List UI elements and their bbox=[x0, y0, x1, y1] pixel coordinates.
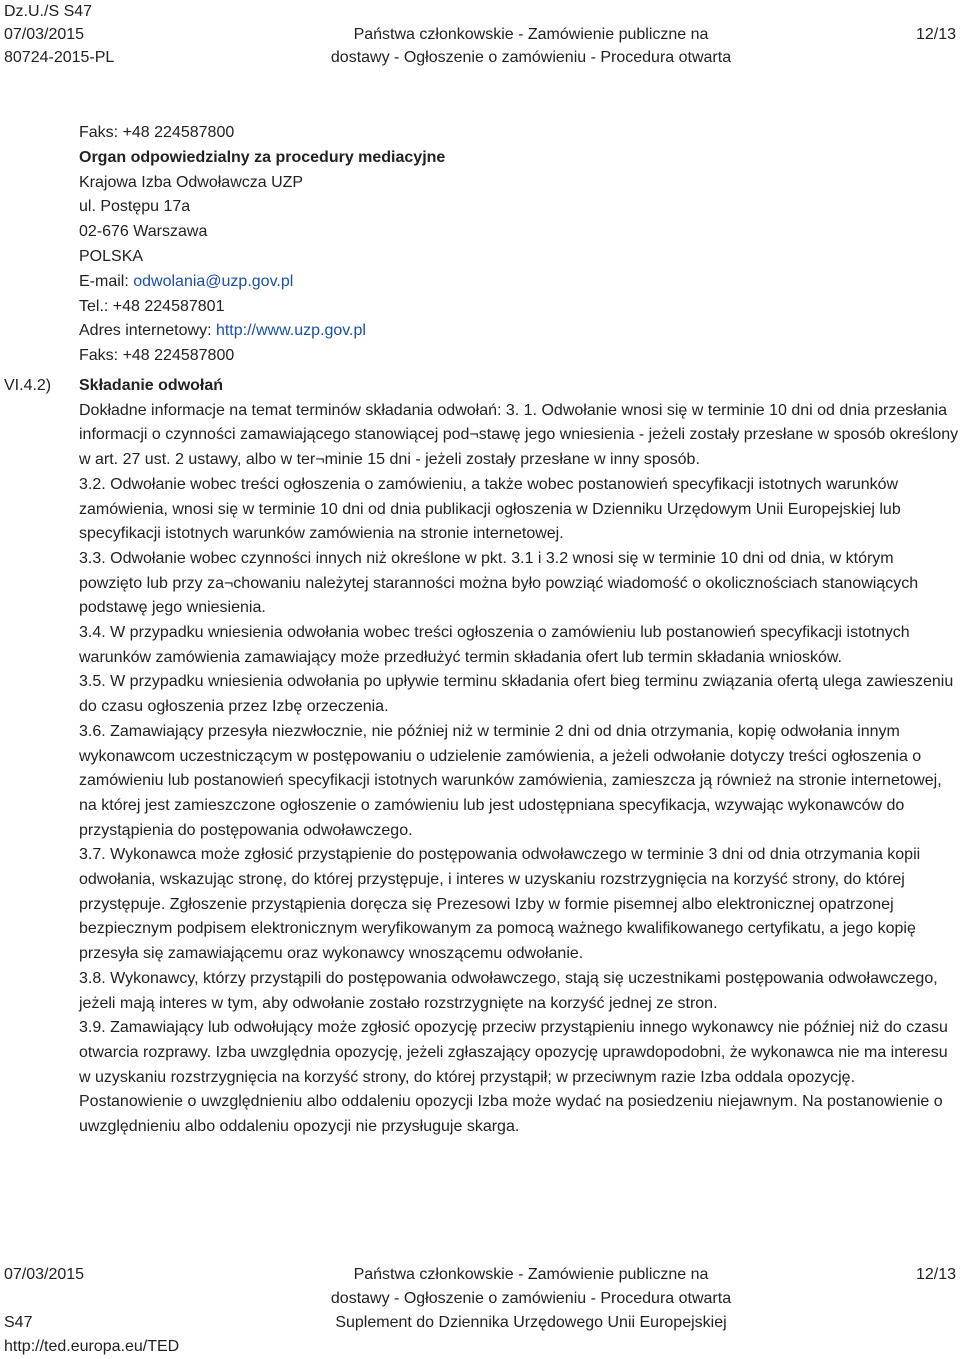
fax-line-2: Faks: +48 224587800 bbox=[79, 347, 235, 365]
web-label: Adres internetowy: bbox=[79, 322, 216, 340]
paragraph-3-2: 3.2. Odwołanie wobec treści ogłoszenia o zamówieniu, a także wobec postanowień specyfikacji istotnych warunków zamówienia, wnosi się w terminie 10 dni od dnia publikacji ogłoszenia w Dzienniku Urzędowym Unii Europejskiej lub specyfikacji istotnych warunków zamówienia na stronie internetowej. bbox=[79, 475, 901, 543]
footer-url: http://ted.europa.eu/TED bbox=[4, 1338, 180, 1355]
journal-ref: Dz.U./S S47 bbox=[4, 3, 93, 20]
paragraph-3-1: Dokładne informacje na temat terminów składania odwołań: 3. 1. Odwołanie wnosi się w terminie 10 dni od dnia przesłania informacji o czynności zamawiającego stanowiącej pod¬stawę jego wniesienia - jeżeli zostały przesłane w sposób określony w art. 27 ust. 2 ustawy, albo w ter¬minie 15 dni - jeżeli zostały przesłane w inny sposób. bbox=[79, 401, 959, 469]
section-number: VI.4.2) bbox=[4, 377, 52, 394]
notice-id: 80724-2015-PL bbox=[4, 49, 115, 66]
footer-date-series bbox=[4, 1263, 179, 1335]
header-left bbox=[4, 0, 114, 69]
footer-left bbox=[4, 1263, 179, 1359]
header-date: 07/03/2015 bbox=[4, 26, 85, 43]
organ-heading: Organ odpowiedzialny za procedury mediacyjne bbox=[79, 148, 446, 166]
section-title: Składanie odwołań bbox=[79, 377, 224, 394]
web-link[interactable]: http://www.uzp.gov.pl bbox=[215, 322, 366, 340]
header-title-line1: Państwa członkowskie - Zamówienie publiczne na bbox=[353, 26, 709, 43]
appeals-section bbox=[79, 374, 959, 1140]
email-link[interactable]: odwolania@uzp.gov.pl bbox=[133, 272, 294, 290]
footer-right bbox=[916, 1263, 956, 1287]
footer-series: S47 bbox=[4, 1314, 33, 1331]
email-label: E-mail: bbox=[79, 272, 134, 290]
paragraph-3-8: 3.8. Wykonawcy, którzy przystąpili do postępowania odwoławczego, stają się uczestnikami postępowania odwoławczego, jeżeli mają interes w tym, aby odwołanie zostało rozstrzygnięte na korzyść jednej ze stron. bbox=[79, 969, 938, 1012]
paragraph-3-3: 3.3. Odwołanie wobec czynności innych niż określone w pkt. 3.1 i 3.2 wnosi się w terminie 10 dni od dnia, w którym powzięto lub przy za¬chowaniu należytej staranności można było powziąć wiadomość o okolicznościach stanowiących podstawę jego wniesienia. bbox=[79, 549, 919, 617]
footer-date: 07/03/2015 bbox=[4, 1266, 85, 1283]
page-header bbox=[0, 0, 960, 70]
footer-title-line3: Suplement do Dziennika Urzędowego Unii Europejskiej bbox=[335, 1314, 727, 1331]
paragraph-3-5: 3.5. W przypadku wniesienia odwołania po upływie terminu składania ofert bieg terminu związania ofertą ulega zawieszeniu do czasu ogłoszenia przez Izbę orzeczenia. bbox=[79, 673, 954, 716]
country: POLSKA bbox=[79, 247, 144, 265]
footer-page-number: 12/13 bbox=[915, 1266, 956, 1283]
paragraph-3-6: 3.6. Zamawiający przesyła niezwłocznie, nie później niż w terminie 2 dni od dnia otrzymania, kopię odwołania innym wykonawcom uczestniczącym w postępowaniu o udzielenie zamówienia, a jeżeli odwołanie dotyczy treści ogłoszenia o zamówieniu lub postanowień specyfikacji istotnych warunków zamówienia, zamieszcza ją również na stronie internetowej, na której jest zamieszczone ogłoszenie o zamówieniu lub jest udostępniana specyfikacja, wzywając wykonawców do przystąpienia do postępowania odwoławczego. bbox=[79, 722, 942, 839]
address-block bbox=[79, 121, 445, 369]
footer-title bbox=[306, 1263, 756, 1335]
page-footer bbox=[0, 1263, 960, 1355]
fax-line: Faks: +48 224587800 bbox=[79, 124, 235, 141]
footer-title-line1: Państwa członkowskie - Zamówienie publiczne na bbox=[353, 1266, 709, 1283]
organ-name: Krajowa Izba Odwoławcza UZP bbox=[79, 173, 304, 191]
street: ul. Postępu 17a bbox=[79, 198, 191, 216]
paragraph-3-7: 3.7. Wykonawca może zgłosić przystąpienie do postępowania odwoławczego w terminie 3 dni od dnia otrzymania kopii odwołania, wskazując stronę, do której przystępuje, i interes w uzyskaniu rozstrzygnięcia na korzyść strony, do której przystępuje. Zgłoszenie przystąpienia doręcza się Prezesowi Izby w formie pisemnej albo elektronicznej opatrzonej bezpiecznym podpisem elektronicznym weryfikowanym za pomocą ważnego kwalifikowanego certyfikatu, a jego kopię przesyła się zamawiającemu oraz wykonawcy wnoszącemu odwołanie. bbox=[79, 846, 921, 963]
header-title bbox=[306, 0, 756, 69]
city: 02-676 Warszawa bbox=[79, 223, 208, 241]
header-page-number: 12/13 bbox=[915, 26, 956, 43]
header-title-line2: dostawy - Ogłoszenie o zamówieniu - Procedura otwarta bbox=[330, 49, 732, 66]
paragraph-3-9: 3.9. Zamawiający lub odwołujący może zgłosić opozycję przeciw przystąpieniu innego wykonawcy nie później niż do czasu otwarcia rozprawy. Izba uwzględnia opozycję, jeżeli zgłaszający opozycję uprawdopodobni, że wykonawca nie ma interesu w uzyskaniu rozstrzygnięcia na korzyść strony, do której przystąpił; w przeciwnym razie Izba oddala opozycję. Postanowienie o uwzględnieniu albo oddaleniu opozycji Izba może wydać na posiedzeniu niejawnym. Na postanowienie o uwzględnieniu albo oddaleniu opozycji nie przysługuje skarga. bbox=[79, 1019, 948, 1136]
paragraph-3-4: 3.4. W przypadku wniesienia odwołania wobec treści ogłoszenia o zamówieniu lub postanowień specyfikacji istotnych warunków zamówienia zamawiający może przedłużyć termin składania ofert lub termin składania wniosków. bbox=[79, 624, 910, 666]
email-line bbox=[79, 270, 445, 295]
header-right bbox=[916, 0, 956, 46]
footer-title-line2: dostawy - Ogłoszenie o zamówieniu - Procedura otwarta bbox=[330, 1290, 732, 1307]
tel-line: Tel.: +48 224587801 bbox=[79, 297, 225, 315]
web-line bbox=[79, 319, 445, 344]
